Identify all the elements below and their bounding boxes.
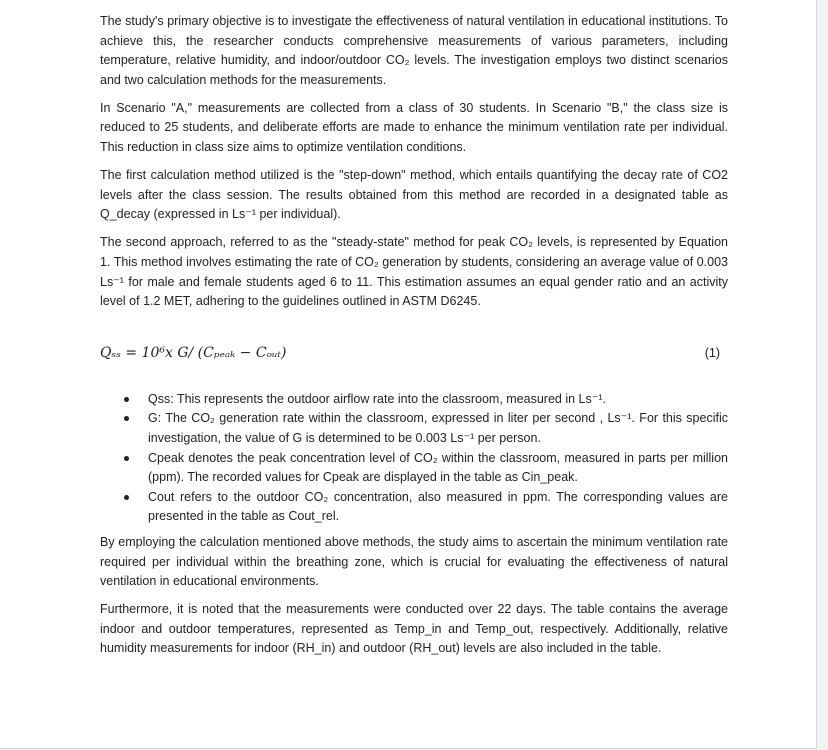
list-item: [148, 390, 728, 410]
document-body: [100, 12, 728, 668]
paragraph-calculation-aim: By employing the calculation mentioned above methods, the study aims to ascertain the minimum ventilation rate required per individual within the breathing zone, which is crucial for evaluating the effectiveness of natural ventilation in educational environments.: [100, 534, 728, 589]
list-item-text: Cpeak denotes the peak concentration level of CO₂ within the classroom, measured in parts per million (ppm). The recorded values for Cpeak are displayed in the table as Cin_peak.: [148, 450, 728, 485]
paragraph-step-down-method: The first calculation method utilized is the "step-down" method, which entails quantifying the decay rate of CO2 levels after the class session. The results obtained from this method are recorded in a designated table as Q_decay (expressed in Ls⁻¹ per individual).: [100, 168, 728, 222]
list-item-text: Qss: This represents the outdoor airflow rate into the classroom, measured in Ls⁻¹.: [148, 391, 606, 406]
list-item-text: G: The CO₂ generation rate within the classroom, expressed in liter per second , Ls⁻¹. For this specific investigation, the value of G is determined to be 0.003 Ls⁻¹ per person.: [148, 411, 728, 445]
paragraph-steady-state-method: The second approach, referred to as the "steady-state" method for peak CO₂ levels, is represented by Equation 1. This method involves estimating the rate of CO₂ generation by students, considering an average value of 0.003 Ls⁻¹ for male and female students aged 6 to 11. This estimation assumes an equal gender ratio and an activity level of 1.2 MET, adhering to the guidelines outlined in ASTM D6245.: [100, 235, 728, 309]
paragraph-measurement-period: Furthermore, it is noted that the measurements were conducted over 22 days. The table contains the average indoor and outdoor temperatures, represented as Temp_in and Temp_out, respectively. Additionally, relative humidity measurements for indoor (RH_in) and outdoor (RH_out) levels are also included in the table.: [100, 602, 728, 656]
bullet-icon: [124, 416, 129, 421]
list-item: [148, 409, 728, 448]
list-item: [148, 449, 728, 488]
bullet-icon: [124, 397, 129, 402]
equation-number: (1): [704, 345, 720, 360]
bullet-icon: [124, 495, 129, 500]
paragraph-objective: The study's primary objective is to investigate the effectiveness of natural ventilation in educational institutions. To achieve this, the researcher conducts comprehensive measurements of various parameters, including temperature, relative humidity, and indoor/outdoor CO₂ levels. The investigation employs two distinct scenarios and two calculation methods for the measurements.: [100, 14, 728, 87]
variable-definitions-list: [100, 390, 728, 527]
equation-formula: Qₛₛ = 10⁶x G/ (Cₚₑₐₖ − Cₒᵤₜ): [100, 344, 287, 361]
bullet-icon: [124, 456, 129, 461]
paragraph-scenarios: In Scenario "A," measurements are collected from a class of 30 students. In Scenario "B," the class size is reduced to 25 students, and deliberate efforts are made to enhance the minimum ventilation rate per individual. This reduction in class size aims to optimize ventilation conditions.: [100, 100, 728, 155]
list-item: [148, 488, 728, 527]
list-item-text: Cout refers to the outdoor CO₂ concentration, also measured in ppm. The corresponding values are presented in the table as Cout_rel.: [148, 489, 728, 524]
equation-1: [100, 339, 728, 367]
